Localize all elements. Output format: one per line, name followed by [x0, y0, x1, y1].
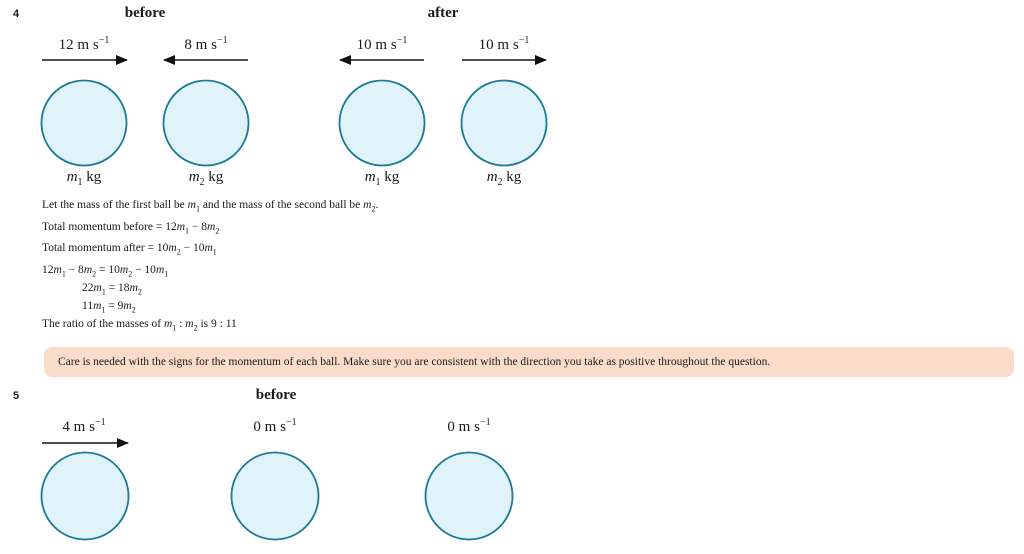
- mass-label-ball-1: $m_1$ kg: [66, 169, 102, 188]
- speed-label-q5-ball-3: 0 m $s^{-1}$: [447, 417, 491, 435]
- ball-1: [42, 81, 127, 166]
- ratio-text: The ratio of the masses of $m_1$ : $m_2$ is 9 : 11: [42, 318, 237, 333]
- equation-2: $22m_1 = 18m_2$: [82, 282, 142, 297]
- ball-3: [340, 81, 425, 166]
- equation-1: $12m_1 - 8m_2 = 10m_2 - 10m_1$: [42, 264, 169, 279]
- equation-3: $11m_1 = 9m_2$: [82, 300, 136, 315]
- speed-label-ball-3: 10 m $s^{-1}$: [356, 35, 408, 53]
- intro-text: Let the mass of the first ball be $m_1$ and the mass of the second ball be $m_2$.: [42, 199, 379, 214]
- momentum-before-text: Total momentum before = $12m_1 - 8m_2$: [42, 221, 220, 236]
- q5-ball-1: [42, 453, 129, 540]
- question-number-5: 5: [13, 390, 20, 402]
- speed-label-ball-1: 12 m $s^{-1}$: [58, 35, 110, 53]
- before-heading-q5: before: [255, 387, 297, 403]
- ball-2: [164, 81, 249, 166]
- after-heading: after: [427, 5, 459, 21]
- q5-ball-2: [232, 453, 319, 540]
- ball-4: [462, 81, 547, 166]
- q5-ball-3: [426, 453, 513, 540]
- mass-label-ball-3: $m_1$ kg: [364, 169, 400, 188]
- mass-label-ball-4: $m_2$ kg: [486, 169, 522, 188]
- tip-note: [44, 347, 1014, 377]
- tip-note-text: Care is needed with the signs for the momentum of each ball. Make sure you are consistent with the direction you take as positive throughout the question.: [58, 356, 771, 368]
- mass-label-ball-2: $m_2$ kg: [188, 169, 224, 188]
- speed-label-ball-4: 10 m $s^{-1}$: [478, 35, 530, 53]
- before-heading: before: [124, 5, 166, 21]
- speed-label-q5-ball-1: 4 m $s^{-1}$: [62, 417, 106, 435]
- speed-label-q5-ball-2: 0 m $s^{-1}$: [253, 417, 297, 435]
- momentum-after-text: Total momentum after = $10m_2 - 10m_1$: [42, 242, 217, 257]
- question-number-4: 4: [13, 8, 20, 20]
- speed-label-ball-2: 8 m $s^{-1}$: [184, 35, 228, 53]
